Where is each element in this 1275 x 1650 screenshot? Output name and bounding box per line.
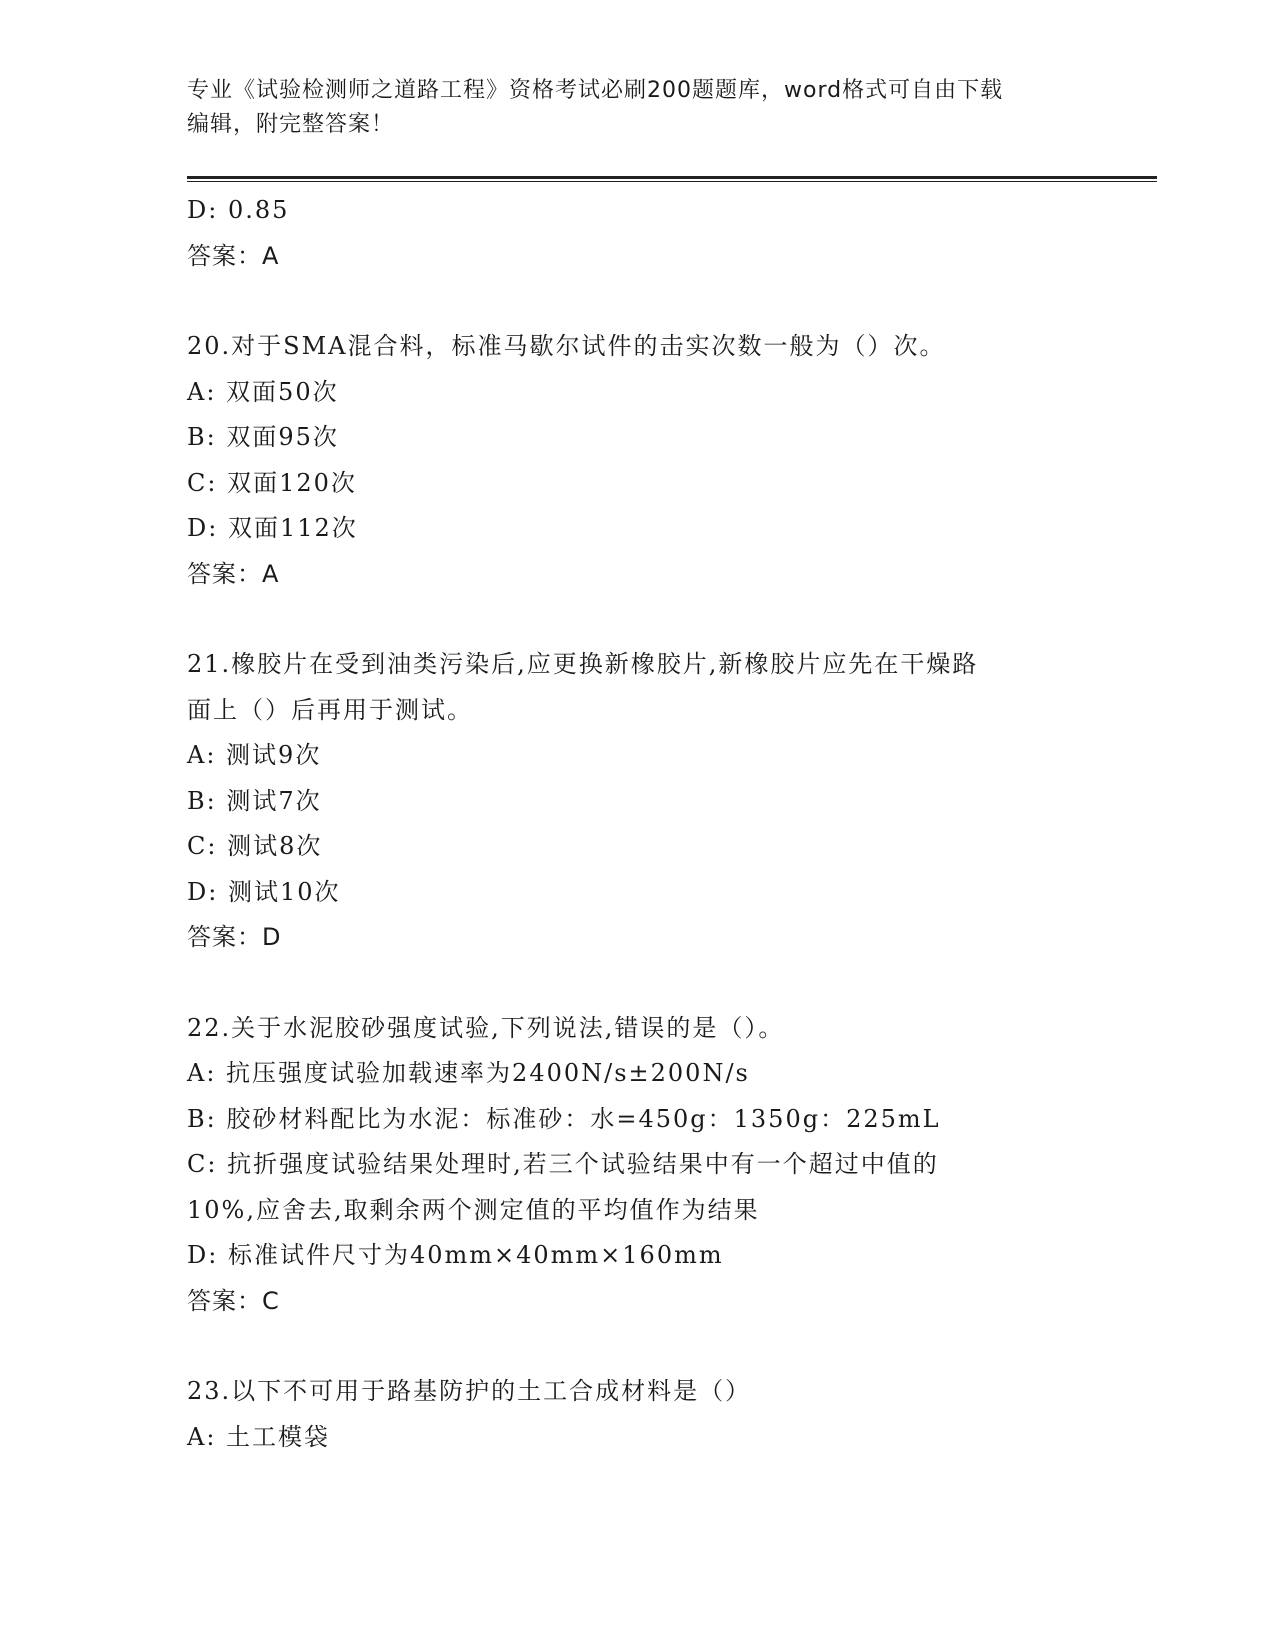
option-d: D: 0.85 [187, 196, 290, 224]
option-b: B: 胶砂材料配比为水泥：标准砂：水=450g：1350g：225mL [187, 1104, 941, 1133]
question-22 [187, 1006, 1107, 1325]
option-d: D: 标准试件尺寸为40mm×40mm×160mm [187, 1241, 724, 1269]
option-a: A: 测试9次 [187, 741, 322, 769]
question-list [187, 188, 1107, 1460]
answer: 答案：C [187, 1286, 280, 1315]
header-divider-thin [187, 181, 1157, 182]
document-header [187, 74, 1087, 142]
option-d: D: 测试10次 [187, 877, 341, 906]
option-a: A: 双面50次 [187, 377, 339, 406]
question-21 [187, 642, 1107, 961]
spacer [187, 279, 1107, 324]
header-line-2: 编辑，附完整答案！ [187, 112, 395, 137]
option-c: C: 双面120次 [187, 468, 357, 497]
question-stem-line-1: 21.橡胶片在受到油类污染后,应更换新橡胶片,新橡胶片应先在干燥路 [187, 650, 979, 678]
spacer [187, 1324, 1107, 1369]
option-c-line-1: C: 抗折强度试验结果处理时,若三个试验结果中有一个超过中值的 [187, 1150, 939, 1178]
option-c: C: 测试8次 [187, 832, 323, 860]
option-b: B: 测试7次 [187, 786, 322, 815]
question-stem-line-2: 面上（）后再用于测试。 [187, 695, 473, 724]
option-a: A: 抗压强度试验加载速率为2400N/s±200N/s [187, 1059, 750, 1087]
answer: 答案：D [187, 923, 282, 951]
option-a: A: 土工模袋 [187, 1422, 331, 1451]
answer: 答案：A [187, 559, 280, 588]
header-divider-thick [187, 176, 1157, 179]
question-stem: 22.关于水泥胶砂强度试验,下列说法,错误的是（）。 [187, 1013, 785, 1042]
question-23 [187, 1369, 1107, 1460]
question-20 [187, 324, 1107, 597]
question-stem: 23.以下不可用于路基防护的土工合成材料是（） [187, 1377, 752, 1405]
spacer [187, 961, 1107, 1006]
answer: 答案：A [187, 241, 280, 270]
option-d: D: 双面112次 [187, 514, 358, 542]
option-c-line-2: 10%,应舍去,取剩余两个测定值的平均值作为结果 [187, 1195, 760, 1224]
spacer [187, 597, 1107, 642]
question-stem: 20.对于SMA混合料，标准马歇尔试件的击实次数一般为（）次。 [187, 332, 946, 360]
option-b: B: 双面95次 [187, 423, 339, 451]
header-line-1: 专业《试验检测师之道路工程》资格考试必刷200题题库，word格式可自由下载 [187, 78, 1004, 103]
question-19-tail [187, 188, 1107, 279]
